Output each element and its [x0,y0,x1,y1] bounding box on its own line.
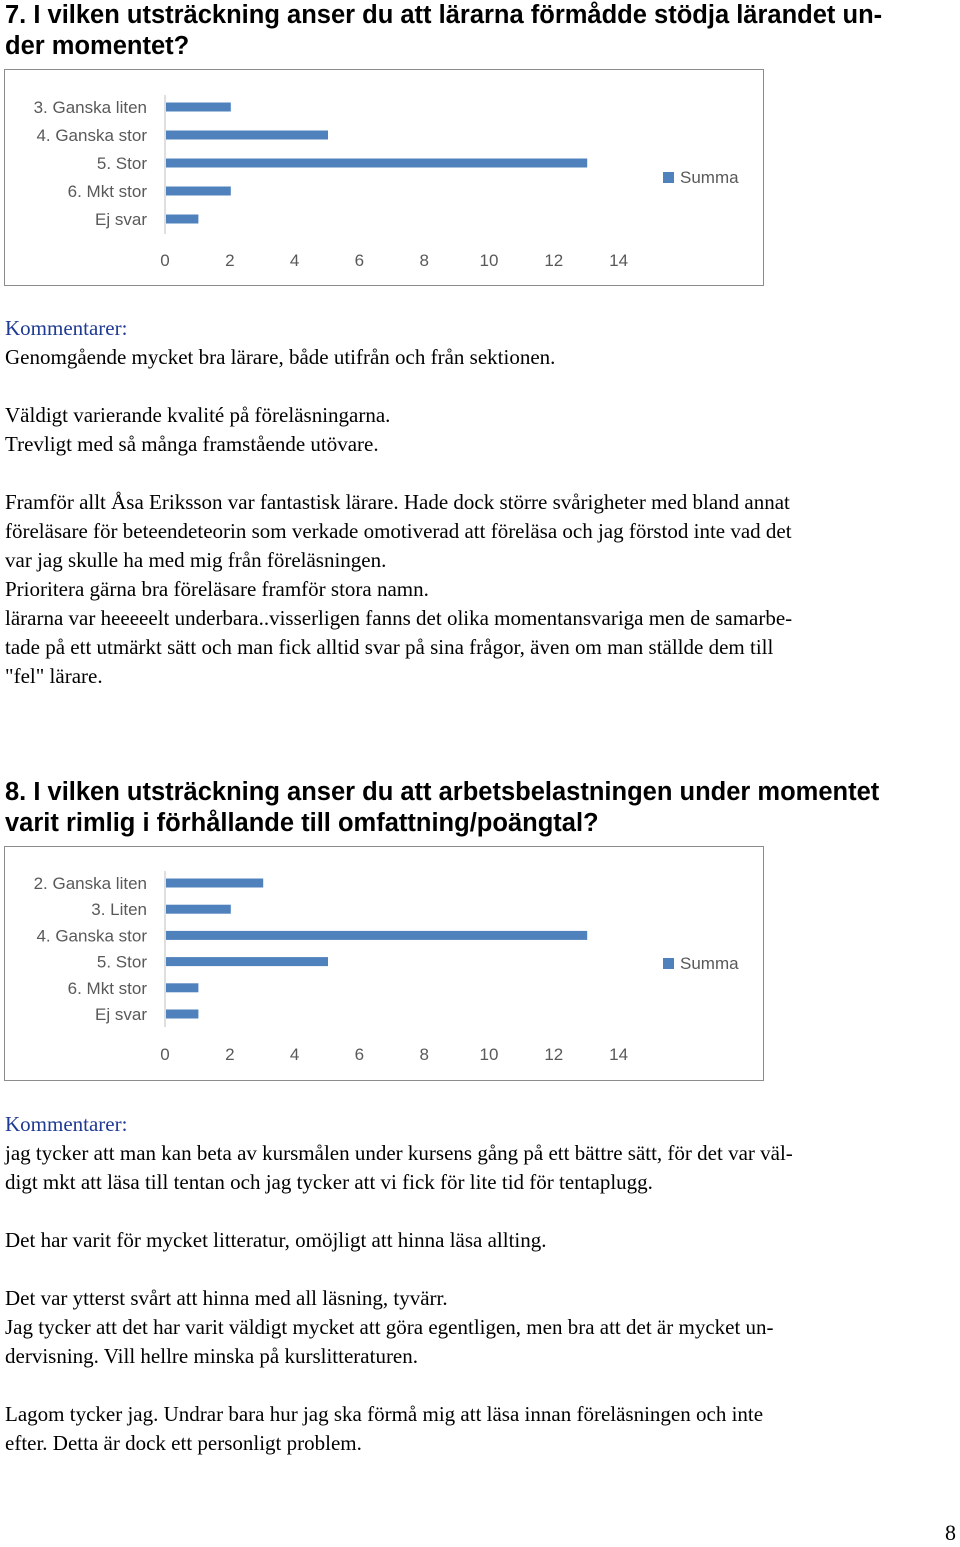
category-label: Ej svar [95,1005,147,1024]
comment-line: var jag skulle ha med mig från föreläsningen. [5,548,387,572]
page-number: 8 [945,1520,956,1545]
legend-label: Summa [680,168,739,187]
comment-line: Prioritera gärna bra föreläsare framför stora namn. [5,577,429,601]
x-tick-label: 8 [419,251,429,270]
x-tick-label: 10 [479,1045,499,1064]
comment-line: Framför allt Åsa Eriksson var fantastisk lärare. Hade dock större svårigheter med bland annat [5,490,790,514]
comments-list [5,343,955,691]
category-label: 4. Ganska stor [36,926,147,946]
paragraph-gap [5,459,955,488]
comment-line: jag tycker att man kan beta av kursmålen under kursens gång på ett bättre sätt, för det var väl- [5,1141,793,1165]
bar [166,931,587,940]
section-8-heading [5,777,879,839]
paragraph-gap [5,1255,955,1284]
x-tick-label: 12 [544,251,564,270]
paragraph-gap [5,1197,955,1226]
category-label: 3. Ganska liten [33,98,147,117]
paragraph-gap [5,1371,955,1400]
bar [166,1010,198,1019]
category-label: 5. Stor [96,952,147,972]
x-tick-label: 6 [354,1045,365,1064]
comment-line: Trevligt med så många framstående utövare. [5,432,379,456]
category-label: 2. Ganska liten [33,874,147,893]
legend-swatch [663,958,674,969]
comment-line: föreläsare för beteendeteorin som verkade omotiverad att föreläsa och jag förstod inte vad det [5,519,792,543]
comments-label: Kommentarer: [5,316,128,340]
x-tick-label: 0 [160,251,170,270]
category-label: 5. Stor [96,154,147,173]
category-label: 4. Ganska stor [36,126,147,145]
comment-line: Det var ytterst svårt att hinna med all läsning, tyvärr. [5,1286,448,1310]
x-tick-label: 2 [225,251,235,270]
legend-swatch [663,172,674,183]
category-label: Ej svar [95,210,147,229]
x-tick-label: 14 [609,251,629,270]
x-tick-label: 14 [609,1045,629,1064]
x-tick-label: 4 [289,1045,300,1064]
section-8-comments [5,1110,955,1458]
comment-line: Genomgående mycket bra lärare, både utifrån och från sektionen. [5,345,556,369]
heading-line: 7. I vilken utsträckning anser du att lärarna förmådde stödja lärandet un- [5,1,883,29]
x-tick-label: 10 [479,251,499,270]
section-7-comments [5,314,955,691]
bar [166,187,231,196]
comment-line: Väldigt varierande kvalité på föreläsningarna. [5,403,391,427]
category-label: 6. Mkt stor [67,182,147,201]
bar-chart-svg [5,847,765,1082]
comment-line: "fel" lärare. [5,664,103,688]
bar [166,957,328,966]
category-label: 3. Liten [91,900,147,920]
comments-list [5,1139,955,1458]
comment-line: dervisning. Vill hellre minska på kurslitteraturen. [5,1344,419,1368]
section-7-heading [5,0,882,62]
bar [166,905,231,914]
heading-line: der momentet? [5,32,190,60]
category-label: 6. Mkt stor [67,978,147,998]
comment-line: Det har varit för mycket litteratur, omöjligt att hinna läsa allting. [5,1228,547,1252]
comment-line: efter. Detta är dock ett personligt problem. [5,1431,362,1455]
bar [166,159,587,168]
comment-line: Lagom tycker jag. Undrar bara hur jag ska förmå mig att läsa innan föreläsningen och inte [5,1402,764,1426]
x-tick-label: 6 [354,251,365,270]
paragraph-gap [5,372,955,401]
comment-line: tade på ett utmärkt sätt och man fick alltid svar på sina frågor, även om man ställde dem till [5,635,774,659]
bar [166,983,198,992]
heading-line: varit rimlig i förhållande till omfattning/poängtal? [5,809,599,837]
x-tick-label: 0 [160,1045,170,1064]
x-tick-label: 4 [289,251,300,270]
bar-chart-svg [5,70,765,287]
heading-line: 8. I vilken utsträckning anser du att arbetsbelastningen under momentet [5,778,880,806]
bar [166,879,263,888]
x-tick-label: 2 [225,1045,235,1064]
comment-line: lärarna var heeeeelt underbara..visserligen fanns det olika momentansvariga men de samarbe- [5,606,793,630]
bar [166,131,328,140]
legend-label: Summa [680,954,739,973]
bar [166,103,231,112]
comments-label: Kommentarer: [5,1112,128,1136]
comment-line: Jag tycker att det har varit väldigt mycket att göra egentligen, men bra att det är mycket un- [5,1315,774,1339]
chart-section-7 [4,69,764,286]
x-tick-label: 8 [419,1045,429,1064]
comment-line: digt mkt att läsa till tentan och jag tycker att vi fick för lite tid för tentaplugg. [5,1170,653,1194]
chart-section-8 [4,846,764,1081]
x-tick-label: 12 [544,1045,564,1064]
bar [166,215,198,224]
